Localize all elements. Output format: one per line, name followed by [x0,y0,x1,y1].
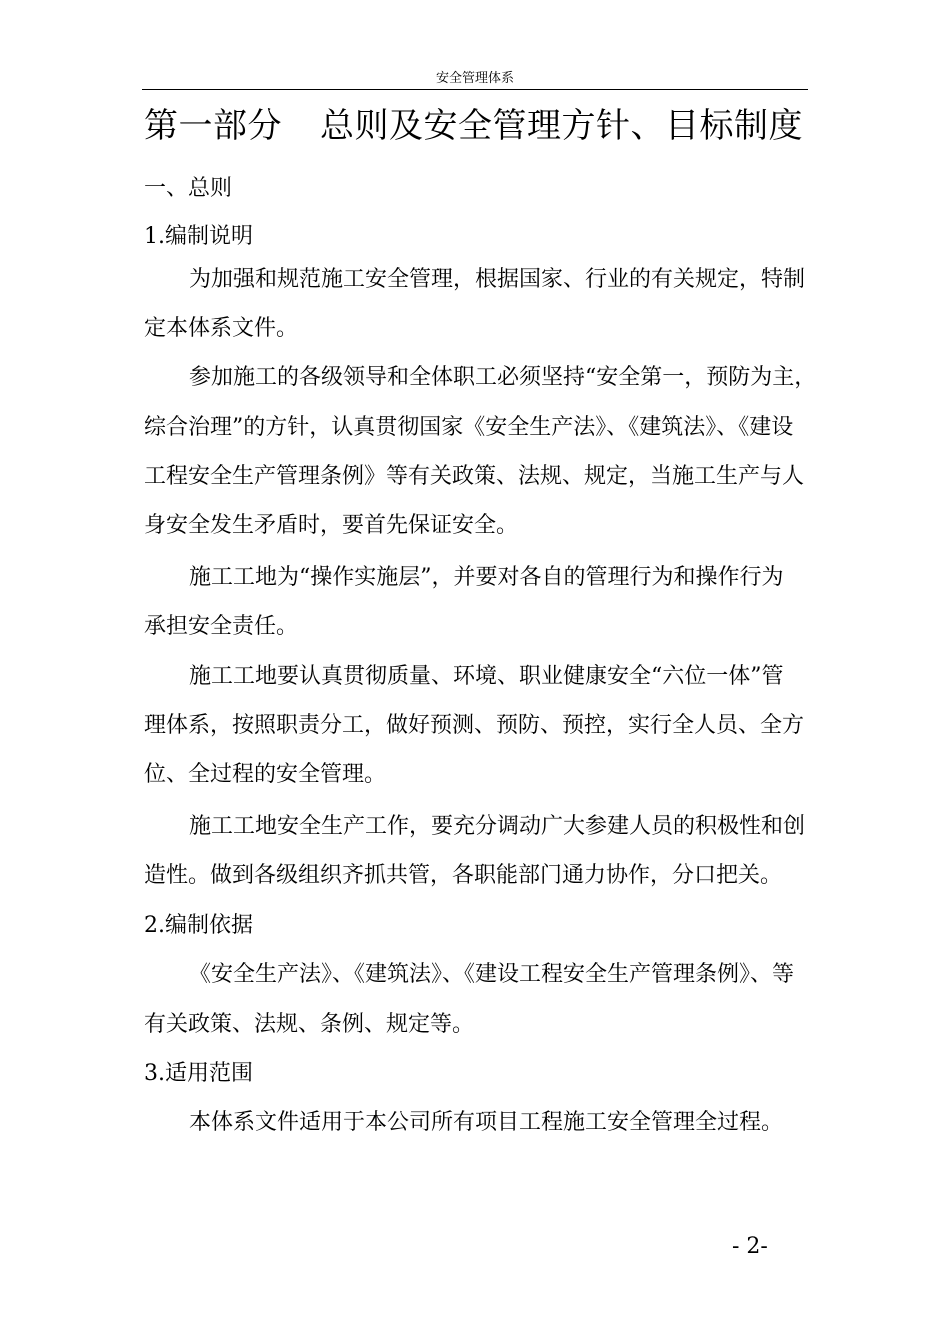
page-number: - 2- [732,1234,768,1259]
paragraph-line: 工程安全生产管理条例》等有关政策、法规、规定，当施工生产与人 [144,464,805,489]
paragraph-line: 施工工地安全生产工作，要充分调动广大参建人员的积极性和创 [189,814,806,839]
header-rule [142,89,808,90]
paragraph-line: 施工工地为“操作实施层”，并要对各自的管理行为和操作行为 [189,565,784,590]
paragraph-line: 参加施工的各级领导和全体职工必须坚持“安全第一，预防为主， [189,365,817,390]
section-title [144,102,824,150]
paragraph-line: 理体系，按照职责分工，做好预测、预防、预控，实行全人员、全方 [144,713,805,738]
paragraph-line: 有关政策、法规、条例、规定等。 [144,1012,475,1037]
paragraph-line: 身安全发生矛盾时，要首先保证安全。 [144,513,519,538]
paragraph-line: 承担安全责任。 [144,614,299,639]
paragraph-line: 《安全生产法》、《建筑法》、《建设工程安全生产管理条例》、等 [189,962,795,987]
heading-compilation-notes: 1.编制说明 [144,224,253,249]
paragraph-line: 定本体系文件。 [144,316,299,341]
paragraph-line: 为加强和规范施工安全管理，根据国家、行业的有关规定，特制 [189,267,806,292]
section-title-part: 第一部分 [144,106,282,146]
paragraph-line: 造性。做到各级组织齐抓共管，各职能部门通力协作，分口把关。 [144,863,783,888]
paragraph-line: 本体系文件适用于本公司所有项目工程施工安全管理全过程。 [189,1110,784,1135]
heading-general: 一、总则 [144,176,233,201]
paragraph-line: 位、全过程的安全管理。 [144,762,387,787]
paragraph-line: 施工工地要认真贯彻质量、环境、职业健康安全“六位一体”管 [189,664,784,689]
running-header: 安全管理体系 [435,71,514,86]
heading-compilation-basis: 2.编制依据 [144,913,253,938]
section-title-main: 总则及安全管理方针、目标制度 [320,106,803,146]
paragraph-line: 综合治理”的方针，认真贯彻国家《安全生产法》、《建筑法》、《建设 [144,415,794,440]
heading-scope: 3.适用范围 [144,1061,253,1086]
